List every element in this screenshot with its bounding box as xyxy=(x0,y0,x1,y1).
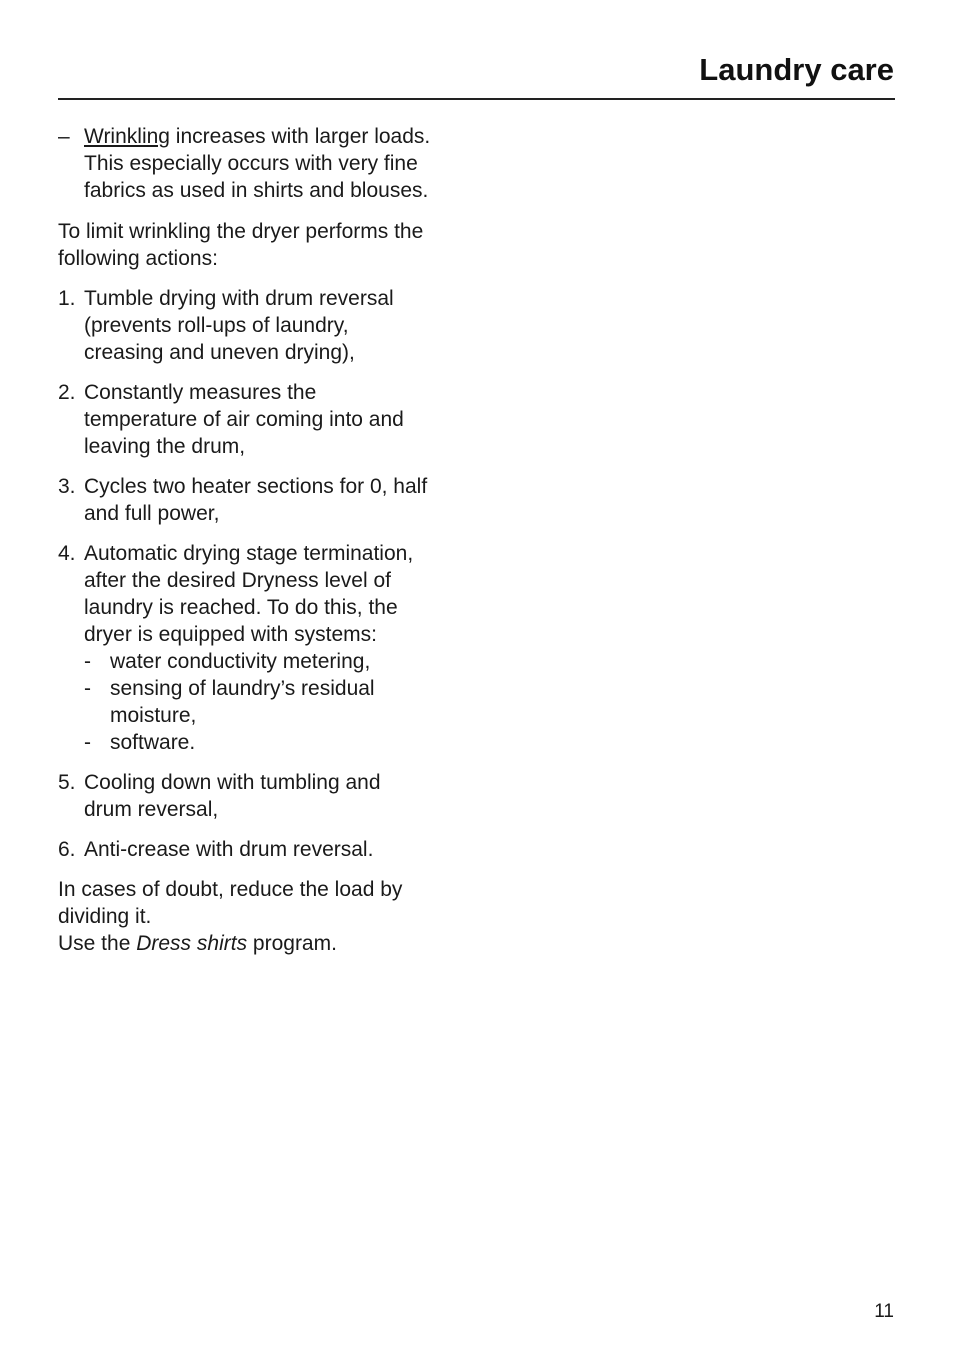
list-item: 5. Cooling down with tumbling and drum reversal, xyxy=(58,771,381,821)
list-item: 3. Cycles two heater sections for 0, half and full power, xyxy=(58,475,428,525)
program-recommendation: Use the Dress shirts program. xyxy=(58,932,337,955)
list-number: 3. xyxy=(58,475,76,498)
list-item: 4. Automatic drying stage termination, after the desired Dryness level of laundry is reached. To do this, the dryer is equipped with systems: - water conductivity metering, - sensing of laundry’s residual moisture, - software. xyxy=(58,542,414,754)
sub-list-item: - sensing of laundry’s residual moisture, xyxy=(84,677,375,727)
main-content xyxy=(58,123,478,957)
sub-bullet: - xyxy=(84,677,91,700)
closing-paragraph: In cases of doubt, reduce the load by dividing it. Use the Dress shirts program. xyxy=(58,876,478,957)
header-divider xyxy=(58,98,895,100)
intro-line: Wrinkling increases with larger loads. xyxy=(84,125,431,148)
intro-bullet-item xyxy=(58,123,478,204)
list-number: 4. xyxy=(58,542,76,565)
page-title: Laundry care xyxy=(699,52,894,87)
list-number: 1. xyxy=(58,287,76,310)
list-number: 6. xyxy=(58,838,76,861)
actions-list xyxy=(58,285,478,863)
program-name: Dress shirts xyxy=(136,932,248,955)
list-item: 1. Tumble drying with drum reversal (prevents roll-ups of laundry, creasing and uneven drying), xyxy=(58,287,394,364)
lead-paragraph: To limit wrinkling the dryer performs the following actions: xyxy=(58,220,424,270)
dash-bullet: – xyxy=(58,125,70,148)
list-item: 6. Anti-crease with drum reversal. xyxy=(58,838,374,861)
page-number: 11 xyxy=(874,1301,894,1322)
list-item: 2. Constantly measures the temperature of air coming into and leaving the drum, xyxy=(58,381,404,458)
wrinkling-term: Wrinkling xyxy=(84,125,170,148)
intro-text xyxy=(84,123,430,204)
sub-bullet: - xyxy=(84,650,91,673)
list-number: 2. xyxy=(58,381,76,404)
intro-line: fabrics as used in shirts and blouses. xyxy=(84,179,429,202)
intro-line: This especially occurs with very fine xyxy=(84,152,418,175)
sub-list-item: - water conductivity metering, xyxy=(84,650,371,673)
sub-bullet: - xyxy=(84,731,91,754)
list-number: 5. xyxy=(58,771,76,794)
sub-list-item: - software. xyxy=(84,731,196,754)
